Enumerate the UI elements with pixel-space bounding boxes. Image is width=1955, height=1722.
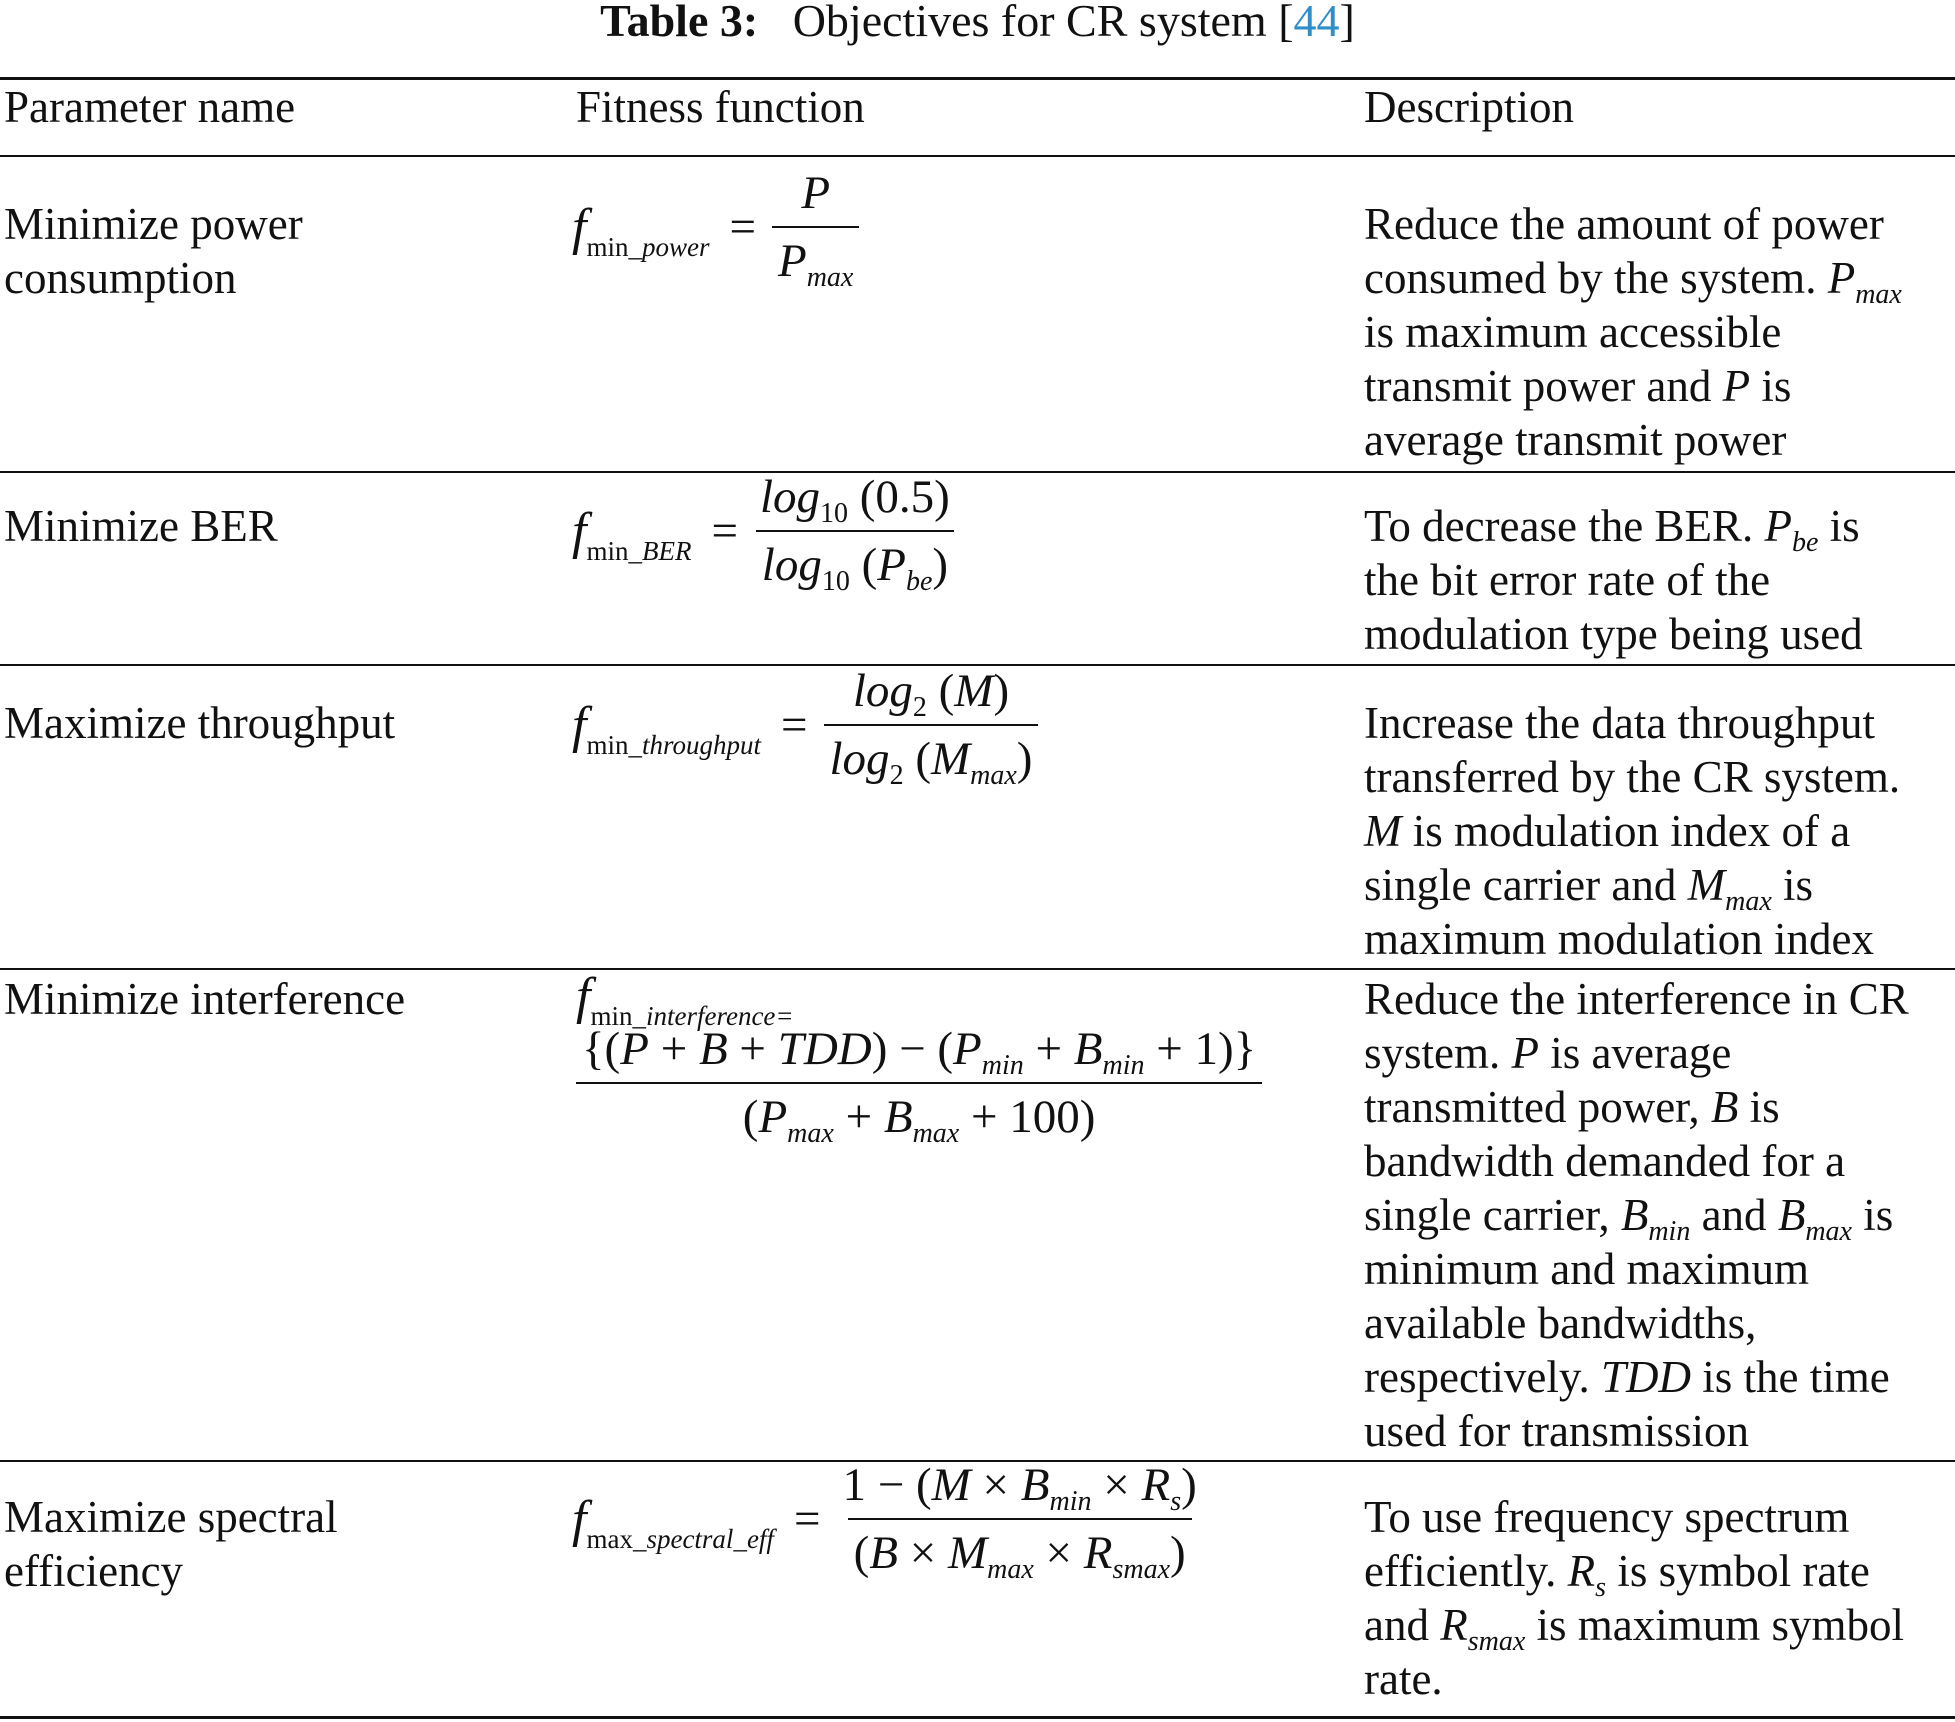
- caption-label: Table 3:: [600, 0, 759, 46]
- citation-link[interactable]: 44: [1293, 0, 1340, 46]
- fitness-formula-interference: $f_{min\_interference=}$ $\frac{\{(P + B + TDD) - (P_{min} + B_{min} + 1)\}}{(P_{max} + B_{max} + 100)}$: [576, 975, 1262, 1146]
- fitness-formula-ber: $f_{min\_BER}$ = $\frac{\log_{10} (0.5)}{\log_{10} (P_{be})}$: [572, 468, 956, 594]
- table-row-parameter: Minimize power consumption: [4, 199, 303, 303]
- table-row-description: To decrease the BER. $P_{be}$ is the bit error rate of the modulation type being used: [1364, 501, 1863, 659]
- header-fitness: Fitness function: [576, 82, 865, 132]
- table-row-description: Increase the data throughput transferred by the CR system. M is modulation index of a single carrier and $M_{max}$ is maximum modulation index: [1364, 698, 1901, 964]
- table-row-parameter: Maximize throughput: [4, 698, 396, 748]
- table-row-description: Reduce the interference in CR system. P is average transmitted power, B is bandwidth demanded for a single carrier, $B_{min}$ and $B_{max}$ is minimum and maximum available bandwidths, respectively. TDD is the time used for transmission: [1364, 974, 1909, 1456]
- table-caption: Table 3: Objectives for CR system [44]: [0, 0, 1955, 50]
- table-row-parameter: Minimize interference: [4, 974, 406, 1024]
- header-parameter: Parameter name: [4, 82, 296, 132]
- table-row-description: To use frequency spectrum efficiently. $R_s$ is symbol rate and $R_{smax}$ is maximum symbol rate.: [1364, 1492, 1905, 1704]
- row-divider: [0, 968, 1955, 970]
- header-description: Description: [1364, 82, 1574, 132]
- table-row-parameter: Maximize spectral efficiency: [4, 1492, 338, 1596]
- fitness-formula-throughput: $f_{min\_throughput}$ = $\frac{\log_2 (M)}{\log_2 (M_{max})}$: [572, 662, 1038, 788]
- row-divider: [0, 471, 1955, 473]
- header-rule: [0, 155, 1955, 157]
- table-row-description: Reduce the amount of power consumed by the system. $P_{max}$ is maximum accessible transmit power and P is average transmit power: [1364, 199, 1902, 465]
- fitness-formula-power: $f_{min\_power}$ = $\frac{P}{P_{max}}$: [572, 164, 859, 290]
- caption-text: Objectives for CR system: [792, 0, 1267, 46]
- bottom-rule: [0, 1716, 1955, 1719]
- table-row-parameter: Minimize BER: [4, 501, 278, 551]
- fitness-formula-spectral: $f_{max\_spectral\_eff}$ = $\frac{1 - (M \times B_{min} \times R_s)}{(B \times M_{max} \times R_{smax})}$: [572, 1459, 1197, 1585]
